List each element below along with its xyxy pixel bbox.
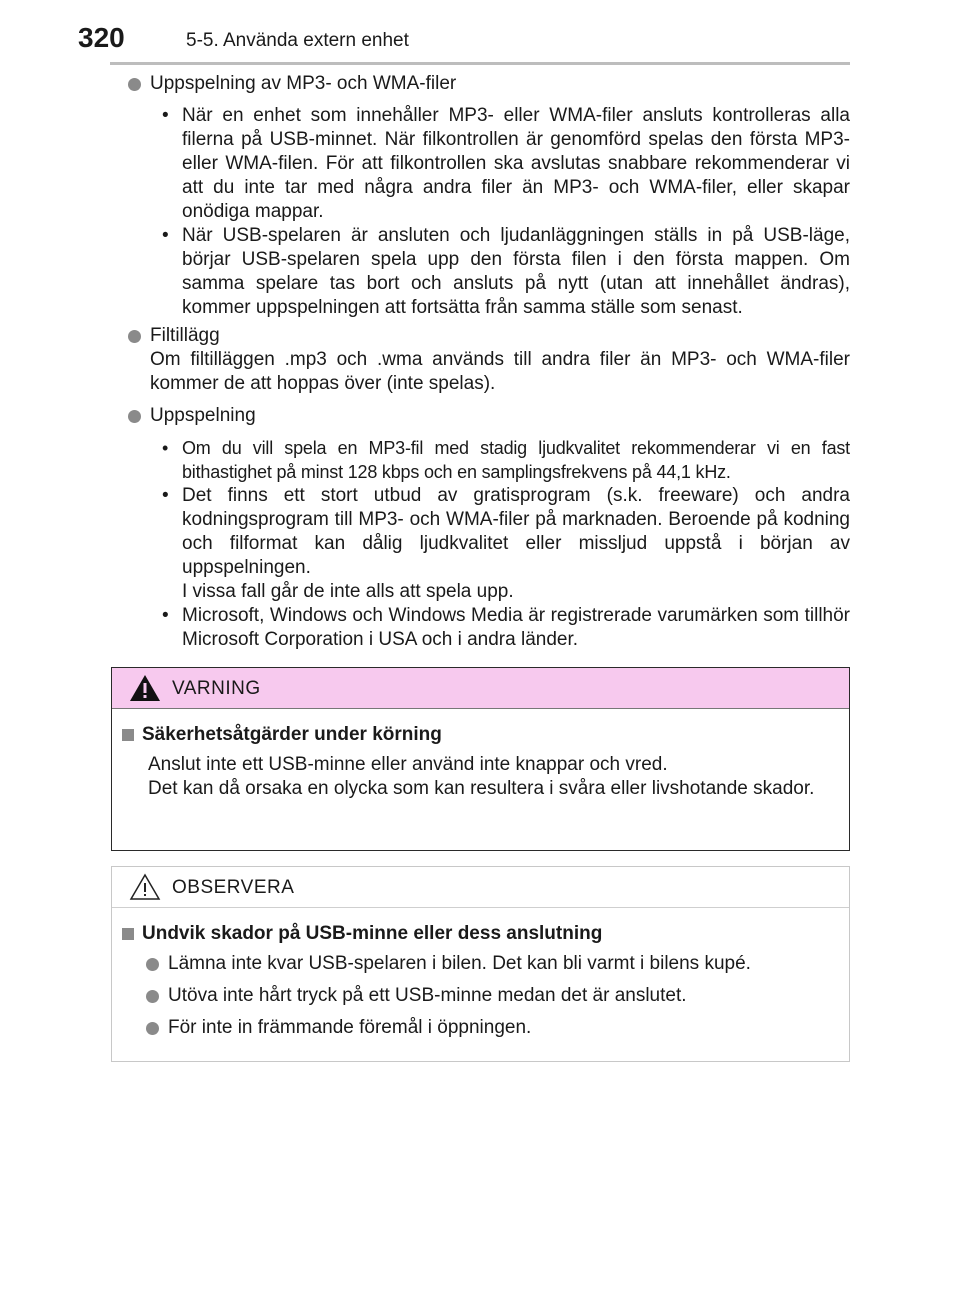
list-item bbox=[146, 224, 850, 320]
caution-triangle-outline-icon bbox=[129, 873, 161, 901]
list-item-text: Det finns ett stort utbud av gratisprogram (s.k. freeware) och andra kodningsprogram till MP3- och WMA-filer på marknaden. Beroende på kodning och filformat kan dålig ljudkvalitet eller missljud uppstå i början av uppspelningen. bbox=[182, 485, 850, 578]
round-bullet-icon bbox=[128, 78, 141, 91]
section-body-text: Om filtilläggen .mp3 och .wma används till andra filer än MP3- och WMA-filer kommer de att hoppas över (inte spelas). bbox=[150, 349, 850, 394]
list-item bbox=[146, 484, 850, 604]
notice-item-text: För inte in främmande föremål i öppningen. bbox=[168, 1017, 532, 1038]
notice-list-item bbox=[122, 984, 835, 1008]
list-item-text: När en enhet som innehåller MP3- eller WMA-filer ansluts kontrolleras alla filerna på USB-minnet. När filkontrollen är genomförd spelas den första MP3- eller WMA-filen. För att filkontrollen ska avslutas snabbare rekommenderar vi att du inte tar med några andra filer än MP3- och WMA-filer, eller skapar onödiga mappar. bbox=[182, 105, 850, 222]
list-item-text: Om du vill spela en MP3-fil med stadig ljudkvalitet rekommenderar vi en fast bithastighet på minst 128 kbps och en samplingsfrekvens på 44,1 kHz. bbox=[182, 438, 850, 482]
notice-box bbox=[111, 866, 850, 1062]
notice-label: OBSERVERA bbox=[172, 877, 295, 898]
small-bullet-icon: • bbox=[162, 605, 169, 626]
notice-item-text: Lämna inte kvar USB-spelaren i bilen. Det kan bli varmt i bilens kupé. bbox=[168, 953, 751, 974]
page-number: 320 bbox=[78, 22, 125, 53]
warning-heading bbox=[122, 723, 835, 747]
square-bullet-icon bbox=[122, 928, 134, 940]
notice-heading bbox=[122, 922, 835, 946]
list-item-text: När USB-spelaren är ansluten och ljudanläggningen ställs in på USB-läge, börjar USB-spelaren spela upp den första filen i den första mappen. Om samma spelare tas bort och ansluts på nytt (utan att innehållet ändras), kommer uppspelningen att fortsätta från samma ställe som senast. bbox=[182, 225, 850, 318]
warning-text bbox=[122, 753, 835, 801]
round-bullet-icon bbox=[128, 410, 141, 423]
notice-list-item bbox=[122, 952, 835, 976]
small-bullet-icon: • bbox=[162, 438, 169, 458]
section-title-text: Uppspelning av MP3- och WMA-filer bbox=[150, 73, 457, 94]
notice-header bbox=[112, 867, 849, 908]
notice-item-text: Utöva inte hårt tryck på ett USB-minne medan det är anslutet. bbox=[168, 985, 687, 1006]
section-file-extensions bbox=[128, 324, 850, 396]
small-bullet-icon: • bbox=[162, 105, 169, 126]
list-item bbox=[146, 104, 850, 224]
page-header bbox=[0, 0, 960, 66]
warning-label: VARNING bbox=[172, 678, 261, 699]
section-mp3-wma-playback bbox=[128, 72, 850, 320]
warning-body bbox=[112, 709, 849, 801]
list-item-text: Microsoft, Windows och Windows Media är registrerade varumärken som tillhör Microsoft Corporation i USA och i andra länder. bbox=[182, 605, 850, 650]
section-playback bbox=[128, 404, 850, 652]
main-content bbox=[128, 72, 850, 652]
round-bullet-icon bbox=[146, 1022, 159, 1035]
warning-heading-text: Säkerhetsåtgärder under körning bbox=[142, 724, 442, 745]
notice-list-item bbox=[122, 1016, 835, 1040]
small-bullet-icon: • bbox=[162, 225, 169, 246]
list-item bbox=[146, 604, 850, 652]
section-title-text: Filtillägg bbox=[150, 325, 220, 346]
notice-heading-text: Undvik skador på USB-minne eller dess anslutning bbox=[142, 923, 603, 944]
square-bullet-icon bbox=[122, 729, 134, 741]
small-bullet-icon: • bbox=[162, 485, 169, 506]
list-item bbox=[146, 436, 850, 484]
sub-list bbox=[150, 104, 850, 320]
section-title-text: Uppspelning bbox=[150, 405, 256, 426]
header-divider bbox=[110, 62, 850, 65]
warning-text-line: Anslut inte ett USB-minne eller använd inte knappar och vred. bbox=[148, 754, 668, 775]
warning-triangle-icon bbox=[129, 674, 161, 702]
round-bullet-icon bbox=[146, 990, 159, 1003]
warning-text-line: Det kan då orsaka en olycka som kan resultera i svåra eller livshotande skador. bbox=[148, 778, 815, 799]
round-bullet-icon bbox=[128, 330, 141, 343]
round-bullet-icon bbox=[146, 958, 159, 971]
list-item-extra-text: I vissa fall går de inte alls att spela upp. bbox=[182, 581, 514, 602]
warning-header bbox=[112, 668, 849, 709]
section-title: 5-5. Använda extern enhet bbox=[186, 30, 409, 51]
warning-box bbox=[111, 667, 850, 851]
notice-body bbox=[112, 908, 849, 1040]
sub-list bbox=[150, 436, 850, 652]
